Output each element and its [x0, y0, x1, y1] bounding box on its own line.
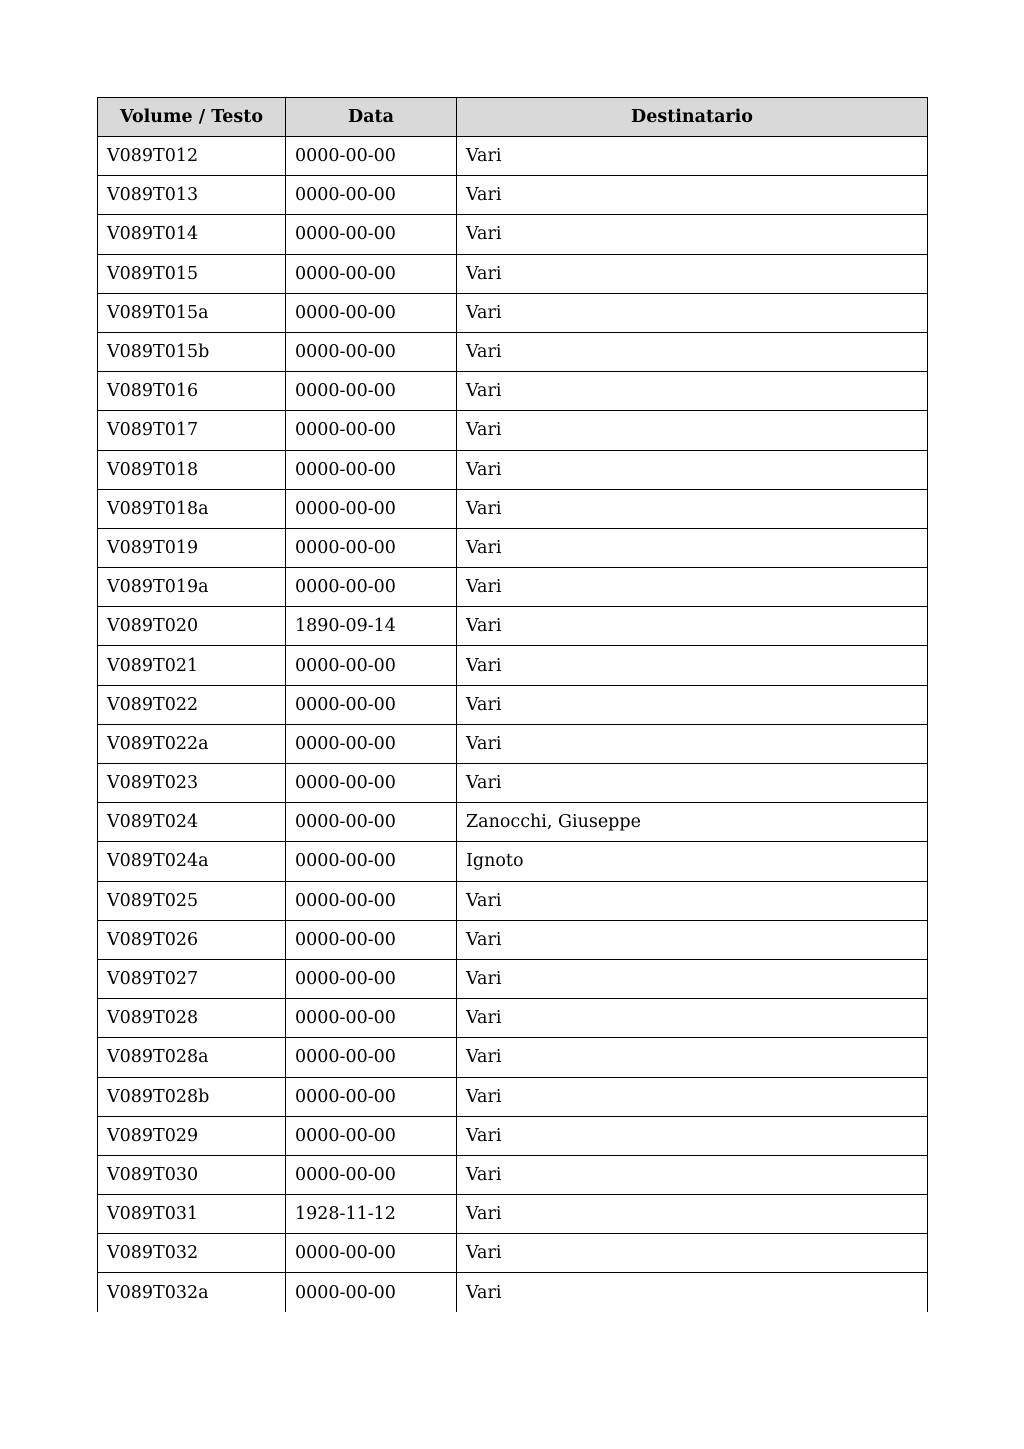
cell-destinatario: Vari [457, 1195, 928, 1234]
table-header-row [98, 98, 928, 137]
cell-destinatario: Vari [457, 450, 928, 489]
cell-data: 1928-11-12 [286, 1195, 457, 1234]
cell-destinatario: Vari [457, 411, 928, 450]
cell-destinatario: Vari [457, 1155, 928, 1194]
cell-volume-testo: V089T032 [98, 1234, 286, 1273]
cell-data: 0000-00-00 [286, 411, 457, 450]
table-row [98, 920, 928, 959]
cell-destinatario: Vari [457, 176, 928, 215]
cell-volume-testo: V089T015a [98, 293, 286, 332]
table-row [98, 1077, 928, 1116]
table-row [98, 959, 928, 998]
cell-destinatario: Vari [457, 254, 928, 293]
cell-volume-testo: V089T031 [98, 1195, 286, 1234]
table-row [98, 1234, 928, 1273]
table-row [98, 803, 928, 842]
table-row [98, 1273, 928, 1312]
cell-destinatario: Vari [457, 1077, 928, 1116]
cell-data: 0000-00-00 [286, 724, 457, 763]
cell-data: 0000-00-00 [286, 1077, 457, 1116]
cell-destinatario: Vari [457, 1273, 928, 1312]
table-row [98, 411, 928, 450]
cell-data: 0000-00-00 [286, 685, 457, 724]
cell-data: 0000-00-00 [286, 646, 457, 685]
cell-destinatario: Vari [457, 607, 928, 646]
cell-volume-testo: V089T015 [98, 254, 286, 293]
cell-destinatario: Vari [457, 1116, 928, 1155]
cell-data: 0000-00-00 [286, 332, 457, 371]
cell-destinatario: Vari [457, 920, 928, 959]
cell-destinatario: Vari [457, 528, 928, 567]
cell-data: 0000-00-00 [286, 489, 457, 528]
cell-data: 0000-00-00 [286, 450, 457, 489]
cell-volume-testo: V089T024a [98, 842, 286, 881]
cell-volume-testo: V089T022a [98, 724, 286, 763]
cell-volume-testo: V089T022 [98, 685, 286, 724]
cell-volume-testo: V089T021 [98, 646, 286, 685]
cell-data: 0000-00-00 [286, 959, 457, 998]
cell-volume-testo: V089T012 [98, 137, 286, 176]
table-row [98, 528, 928, 567]
table-row [98, 332, 928, 371]
cell-destinatario: Vari [457, 137, 928, 176]
cell-volume-testo: V089T015b [98, 332, 286, 371]
header-destinatario: Destinatario [457, 98, 928, 137]
table-row [98, 137, 928, 176]
cell-destinatario: Vari [457, 489, 928, 528]
cell-data: 0000-00-00 [286, 881, 457, 920]
table-row [98, 1038, 928, 1077]
cell-destinatario: Ignoto [457, 842, 928, 881]
cell-destinatario: Vari [457, 764, 928, 803]
table-row [98, 176, 928, 215]
cell-data: 0000-00-00 [286, 568, 457, 607]
table-row [98, 254, 928, 293]
cell-volume-testo: V089T027 [98, 959, 286, 998]
cell-volume-testo: V089T029 [98, 1116, 286, 1155]
cell-destinatario: Vari [457, 215, 928, 254]
table-body [98, 137, 928, 1313]
cell-volume-testo: V089T020 [98, 607, 286, 646]
cell-volume-testo: V089T017 [98, 411, 286, 450]
cell-destinatario: Vari [457, 1038, 928, 1077]
cell-data: 0000-00-00 [286, 293, 457, 332]
cell-volume-testo: V089T024 [98, 803, 286, 842]
cell-data: 1890-09-14 [286, 607, 457, 646]
cell-data: 0000-00-00 [286, 1155, 457, 1194]
cell-data: 0000-00-00 [286, 1038, 457, 1077]
table-row [98, 568, 928, 607]
cell-volume-testo: V089T028a [98, 1038, 286, 1077]
records-table [97, 97, 928, 1312]
cell-data: 0000-00-00 [286, 842, 457, 881]
table-row [98, 489, 928, 528]
header-volume-testo: Volume / Testo [98, 98, 286, 137]
cell-destinatario: Vari [457, 1234, 928, 1273]
table-row [98, 293, 928, 332]
cell-destinatario: Vari [457, 999, 928, 1038]
cell-data: 0000-00-00 [286, 176, 457, 215]
table-row [98, 881, 928, 920]
table-row [98, 1116, 928, 1155]
table-row [98, 372, 928, 411]
cell-volume-testo: V089T025 [98, 881, 286, 920]
cell-destinatario: Vari [457, 881, 928, 920]
cell-data: 0000-00-00 [286, 764, 457, 803]
cell-data: 0000-00-00 [286, 1116, 457, 1155]
cell-data: 0000-00-00 [286, 528, 457, 567]
cell-destinatario: Vari [457, 372, 928, 411]
table-row [98, 842, 928, 881]
cell-volume-testo: V089T013 [98, 176, 286, 215]
cell-volume-testo: V089T023 [98, 764, 286, 803]
cell-volume-testo: V089T018 [98, 450, 286, 489]
cell-data: 0000-00-00 [286, 999, 457, 1038]
table-row [98, 685, 928, 724]
cell-destinatario: Vari [457, 646, 928, 685]
table-row [98, 724, 928, 763]
cell-destinatario: Vari [457, 568, 928, 607]
cell-data: 0000-00-00 [286, 215, 457, 254]
table-row [98, 764, 928, 803]
cell-destinatario: Vari [457, 685, 928, 724]
table-row [98, 215, 928, 254]
cell-destinatario: Vari [457, 332, 928, 371]
cell-volume-testo: V089T019a [98, 568, 286, 607]
cell-destinatario: Vari [457, 959, 928, 998]
cell-data: 0000-00-00 [286, 254, 457, 293]
cell-volume-testo: V089T019 [98, 528, 286, 567]
cell-volume-testo: V089T030 [98, 1155, 286, 1194]
cell-data: 0000-00-00 [286, 920, 457, 959]
cell-data: 0000-00-00 [286, 372, 457, 411]
cell-volume-testo: V089T016 [98, 372, 286, 411]
cell-data: 0000-00-00 [286, 1234, 457, 1273]
cell-data: 0000-00-00 [286, 1273, 457, 1312]
cell-volume-testo: V089T014 [98, 215, 286, 254]
table-row [98, 646, 928, 685]
header-data: Data [286, 98, 457, 137]
cell-volume-testo: V089T028b [98, 1077, 286, 1116]
table-row [98, 1195, 928, 1234]
cell-volume-testo: V089T026 [98, 920, 286, 959]
cell-destinatario: Vari [457, 293, 928, 332]
table-row [98, 450, 928, 489]
table-row [98, 607, 928, 646]
table-row [98, 999, 928, 1038]
table-row [98, 1155, 928, 1194]
cell-volume-testo: V089T032a [98, 1273, 286, 1312]
cell-destinatario: Vari [457, 724, 928, 763]
cell-volume-testo: V089T018a [98, 489, 286, 528]
cell-volume-testo: V089T028 [98, 999, 286, 1038]
cell-destinatario: Zanocchi, Giuseppe [457, 803, 928, 842]
cell-data: 0000-00-00 [286, 137, 457, 176]
cell-data: 0000-00-00 [286, 803, 457, 842]
